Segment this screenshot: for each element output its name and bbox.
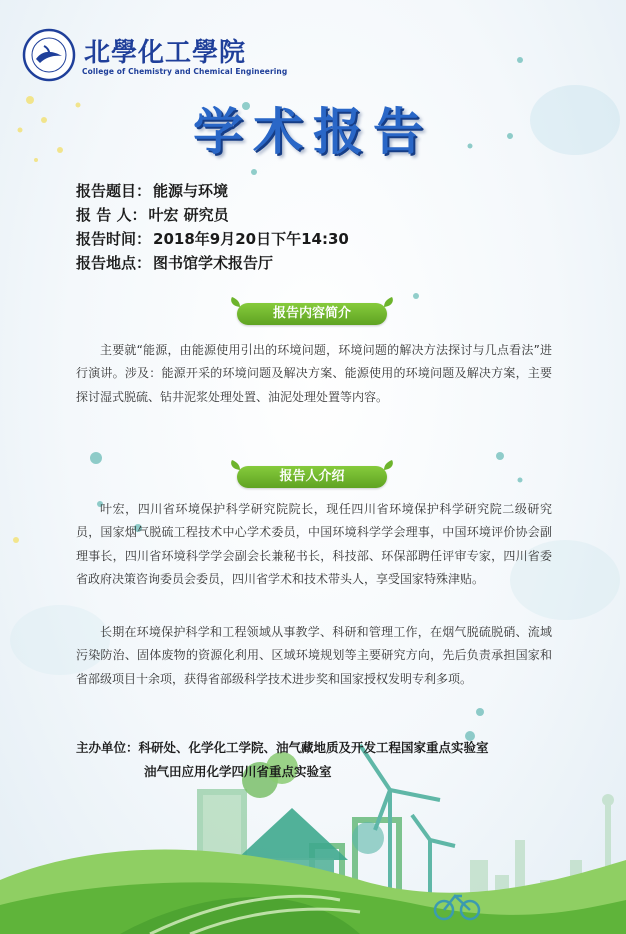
leaf-icon <box>229 296 241 308</box>
info-time: 报告时间： 2018年9月20日下午14:30 <box>76 230 349 248</box>
leaf-icon <box>383 459 395 471</box>
sponsors-line-2: 油气田应用化学四川省重点实验室 <box>144 764 332 779</box>
info-location: 报告地点： 图书馆学术报告厅 <box>76 254 274 272</box>
info-topic: 报告题目： 能源与环境 <box>76 182 229 200</box>
report-info <box>76 180 349 276</box>
speaker-bio-paragraph-2: 长期在环境保护科学和工程领域从事教学、科研和管理工作，在烟气脱硫脱硝、流域污染防治、固体废物的资源化利用、区域环境规划等主要研究方向，先后负责承担国家和省部级项目十余项，获得省部级科学技术进步奖和国家授权发明专利多项。 <box>76 625 552 686</box>
sponsors-label: 主办单位： <box>76 740 139 755</box>
sponsors <box>76 738 489 786</box>
speaker-bio-paragraph-1: 叶宏，四川省环境保护科学研究院院长，现任四川省环境保护科学研究院二级研究员，国家烟气脱硫工程技术中心学术委员，中国环境科学学会理事，中国环境评价协会副理事长，四川省环境科学学会副会长兼秘书长，科技部、环保部聘任评审专家，四川省委省政府决策咨询委员会委员，四川省学术和技术带头人，享受国家特殊津贴。 <box>76 502 552 586</box>
school-name-cn: 北學化工學院 <box>84 38 247 68</box>
speaker-section-title: 报告人介绍 <box>279 469 345 484</box>
info-speaker: 报 告 人： 叶宏 研究员 <box>76 206 229 224</box>
school-name-en: College of Chemistry and Chemical Engineering <box>82 67 288 76</box>
leaf-icon <box>229 459 241 471</box>
school-logo-icon <box>22 28 76 82</box>
intro-text: 主要就“能源，由能源使用引出的环境问题，环境问题的解决方法探讨与几点看法”进行演讲。涉及：能源开采的环境问题及解决方案、能源使用的环境问题及解决方案，主要探讨湿式脱硫、钻井泥浆处理处置、油泥处理处置等内容。 <box>76 343 552 404</box>
sponsors-line-1: 科研处、化学化工学院、油气藏地质及开发工程国家重点实验室 <box>138 740 489 755</box>
page-title: 学术报告 <box>193 103 433 161</box>
leaf-icon <box>383 296 395 308</box>
intro-section-title: 报告内容简介 <box>272 306 351 321</box>
intro-section-badge <box>237 303 387 325</box>
speaker-section-badge <box>237 466 387 488</box>
